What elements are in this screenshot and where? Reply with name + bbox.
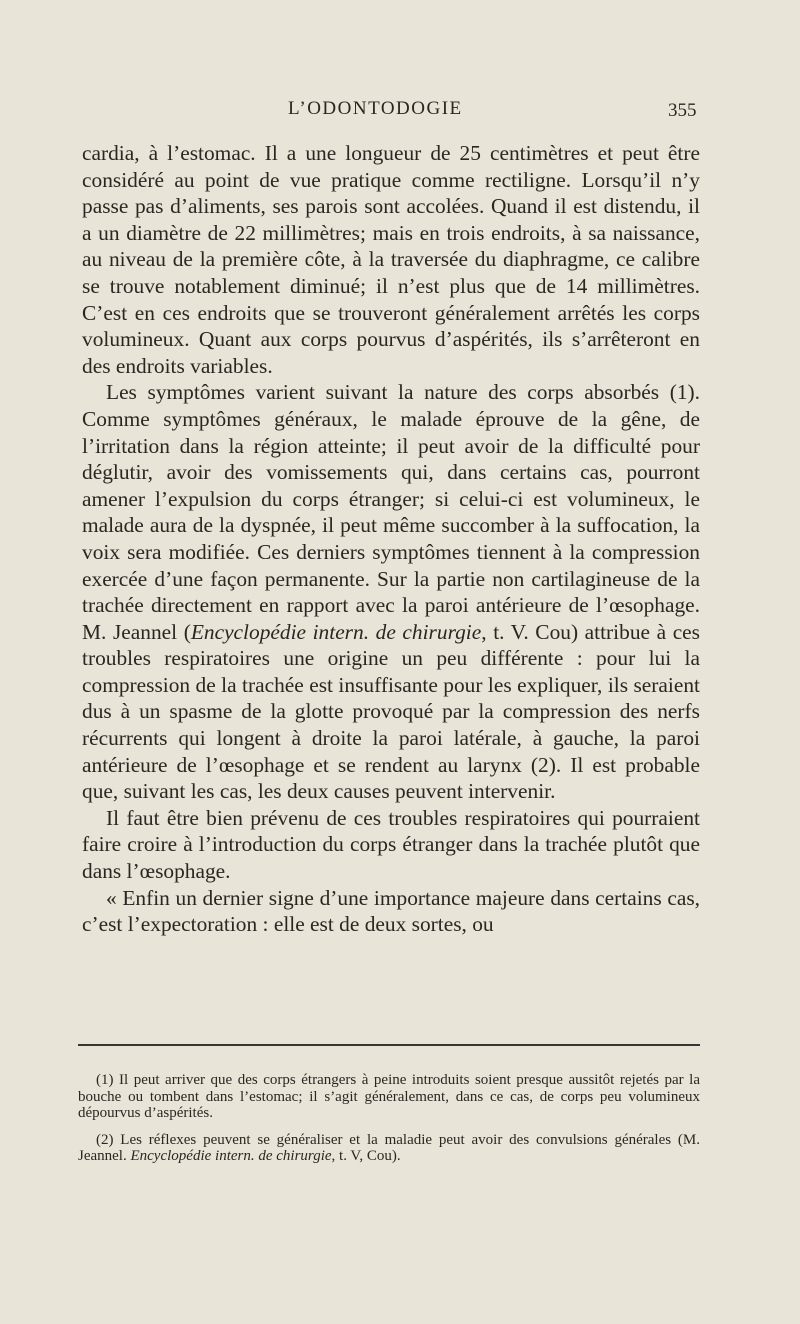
paragraph-text: , t. V. Cou) attribue à ces troubles respiratoires une origine un peu différente : pour lui la compression de la trachée est insuffisante pour les expliquer, ils seraient dus à un spasme de la glotte provoqué par la compression des nerfs récurrents qui longent à droite la paroi latérale, à gauche, la paroi antérieure de l’œsophage et se rendent au larynx (2). Il est probable que, suivant les cas, les deux causes peuvent intervenir. [82,619,701,804]
paragraph [82,379,700,805]
footnotes [78,1072,700,1175]
running-head [0,98,800,128]
body-text [82,140,700,938]
footnote-text: (2) Les réflexes peuvent se généraliser et la maladie peut avoir des convulsions générales (M. Jeannel. [78,1131,700,1165]
paragraph: « Enfin un dernier signe d’une importance majeure dans certains cas, c’est l’expectoration : elle est de deux sortes, ou [82,885,700,937]
paragraph-text: Les symptômes varient suivant la nature des corps absorbés (1). Comme symptômes généraux, le malade éprouve de la gêne, de l’irritation dans la région atteinte; il peut avoir de la difficulté pour déglutir, avoir des vomissements qui, dans certains cas, pourront amener l’expulsion du corps étranger; si celui-ci est volumineux, le malade aura de la dyspnée, il peut même succomber à la suffocation, la voix sera modifiée. Ces derniers symptômes tiennent à la compression exercée d’une façon permanente. Sur la partie non cartilagineuse de la trachée directement en rapport avec la paroi antérieure de l’œsophage. M. Jeannel ( [82,380,700,644]
page-number: 355 [668,100,697,121]
footnote: (1) Il peut arriver que des corps étrangers à peine introduits soient presque aussitôt rejetés par la bouche ou tombent dans l’estomac; il s’agit généralement, dans ce cas, de corps peu volumineux dépourvus d’aspérités. [78,1072,700,1122]
paragraph: cardia, à l’estomac. Il a une longueur de 25 centimètres et peut être considéré au point de vue pratique comme rectiligne. Lorsqu’il n’y passe pas d’aliments, ses parois sont accolées. Quand il est distendu, il a un diamètre de 22 millimètres; mais en trois endroits, à sa naissance, au niveau de la première côte, à la traversée du diaphragme, ce calibre se trouve notablement diminué; il n’est plus que de 14 millimètres. C’est en ces endroits que se trouveront généralement arrêtés les corps volumineux. Quant aux corps pourvus d’aspérités, ils s’arrêteront en des endroits variables. [82,141,700,378]
footnote-rule [78,1044,700,1046]
footnote-text: , t. V, Cou). [331,1148,401,1165]
running-title: L’ODONTODOGIE [288,98,463,119]
citation-title: Encyclopédie intern. de chirurgie [130,1148,332,1165]
paragraph: Il faut être bien prévenu de ces troubles respiratoires qui pourraient faire croire à l’introduction du corps étranger dans la trachée plutôt que dans l’œsophage. [82,805,700,884]
footnote [78,1132,700,1165]
citation-title: Encyclopédie intern. de chirurgie [190,619,482,644]
